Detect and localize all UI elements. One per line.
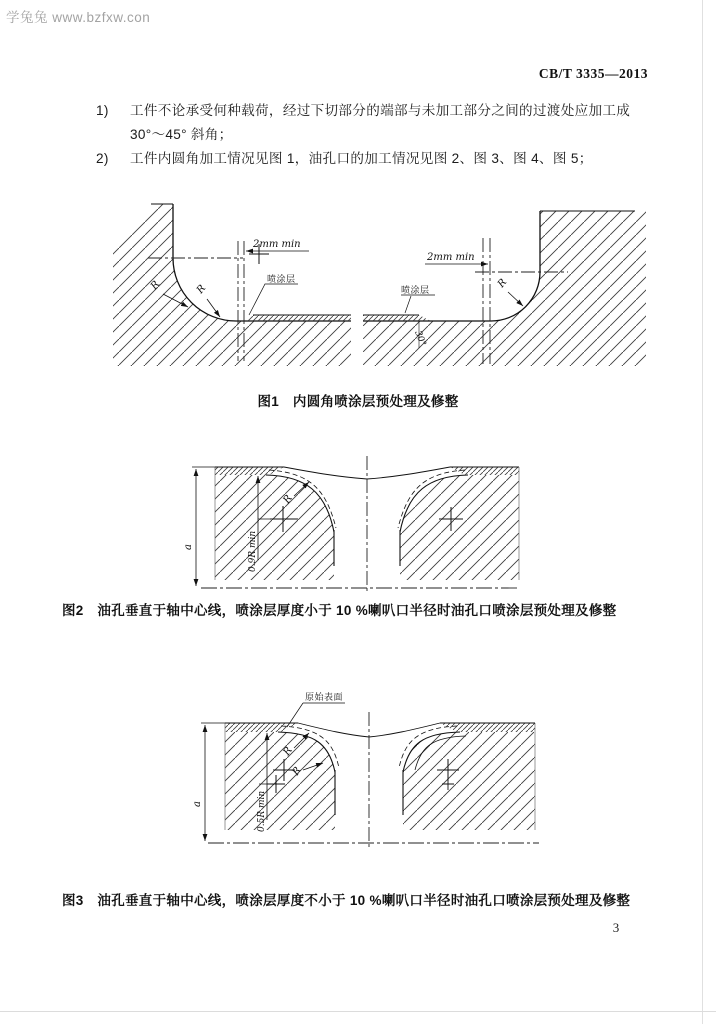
dimension-label: 2mm min: [253, 239, 301, 250]
angle-label: 30°: [412, 329, 428, 348]
radius-label: R: [148, 279, 163, 292]
figure-1-caption: 图1 内圆角喷涂层预处理及修整: [257, 394, 459, 409]
shaft-dimension-label: a: [192, 801, 203, 807]
list-item-1-label: 1): [96, 103, 109, 118]
body-text: [96, 99, 644, 171]
radius-leader: [508, 292, 523, 306]
figure-1-left-view: [113, 204, 351, 366]
radius-leader: [207, 299, 220, 317]
scan-artifact-right-edge: [702, 0, 703, 1024]
watermark: 学兔兔 www.bzfxw.con: [6, 10, 151, 25]
shaft-dimension-label: a: [183, 544, 194, 550]
coating-layer: [440, 723, 535, 732]
page-number: 3: [612, 920, 620, 935]
substrate-hatch: [215, 475, 334, 580]
list-item-1: [96, 99, 644, 147]
doc-number: CB/T 3335—2013: [538, 66, 648, 81]
list-item-2: [96, 147, 644, 171]
workpiece-profile: [173, 204, 351, 321]
coating-label: 喷涂层: [401, 285, 430, 295]
coating-leader: [249, 284, 298, 315]
coating-layer: [450, 467, 519, 475]
list-item-1-line2: 30°～45° 斜角；: [130, 127, 233, 142]
figure-2-caption: 图2 油孔垂直于轴中心线，喷涂层厚度小于 10 %喇叭口半径时油孔口喷涂层预处理及修整: [62, 603, 617, 618]
list-item-1-content: [130, 99, 644, 147]
substrate-hatch: [403, 732, 535, 830]
workpiece-profile: [363, 211, 540, 321]
depth-dimension-label: 0.9R min: [248, 530, 258, 572]
coating-layer: [225, 723, 298, 732]
list-item-2-label: 2): [96, 151, 109, 166]
dressed-surface-curve: [298, 723, 369, 737]
dimension-label: 2mm min: [427, 252, 475, 263]
substrate-hatch: [225, 732, 335, 830]
dressed-surface-curve: [367, 467, 450, 479]
coating-layer: [215, 467, 284, 475]
figure-2-right-block: [367, 467, 519, 580]
figure-3-right-block: [369, 723, 535, 830]
dressed-surface-curve: [284, 467, 367, 479]
figure-2-drawing: [168, 442, 554, 604]
depth-dimension-label: 0.5R min: [257, 790, 267, 832]
substrate-hatch: [400, 475, 519, 580]
list-item-1-line1: 工件不论承受何种载荷，经过下切部分的端部与未加工部分之间的过渡处应加工成: [130, 103, 631, 118]
coating-layer: [363, 315, 431, 321]
list-item-2-content: 工件内圆角加工情况见图 1，油孔口的加工情况见图 2、图 3、图 4、图 5；: [130, 151, 593, 166]
coating-leader: [401, 295, 435, 313]
dressed-surface-curve: [369, 723, 440, 737]
coating-layer: [245, 315, 351, 321]
figure-1-right-view: [363, 211, 646, 366]
radius-label: R: [281, 745, 295, 758]
figure-1-drawing: [88, 196, 650, 378]
radius-label: R: [495, 277, 510, 290]
radius-label: R: [281, 493, 295, 506]
figure-2-left-block: [215, 467, 367, 580]
radius-label: R: [194, 283, 209, 296]
figure-3-drawing: [183, 680, 563, 875]
original-surface-label: 原始表面: [305, 692, 344, 702]
radius-label: R: [290, 765, 304, 778]
scan-artifact-bottom-edge: [0, 1011, 716, 1012]
coating-label: 喷涂层: [267, 274, 296, 284]
figure-3-caption: 图3 油孔垂直于轴中心线，喷涂层厚度不小于 10 %喇叭口半径时油孔口喷涂层预处理及修整: [62, 893, 631, 908]
